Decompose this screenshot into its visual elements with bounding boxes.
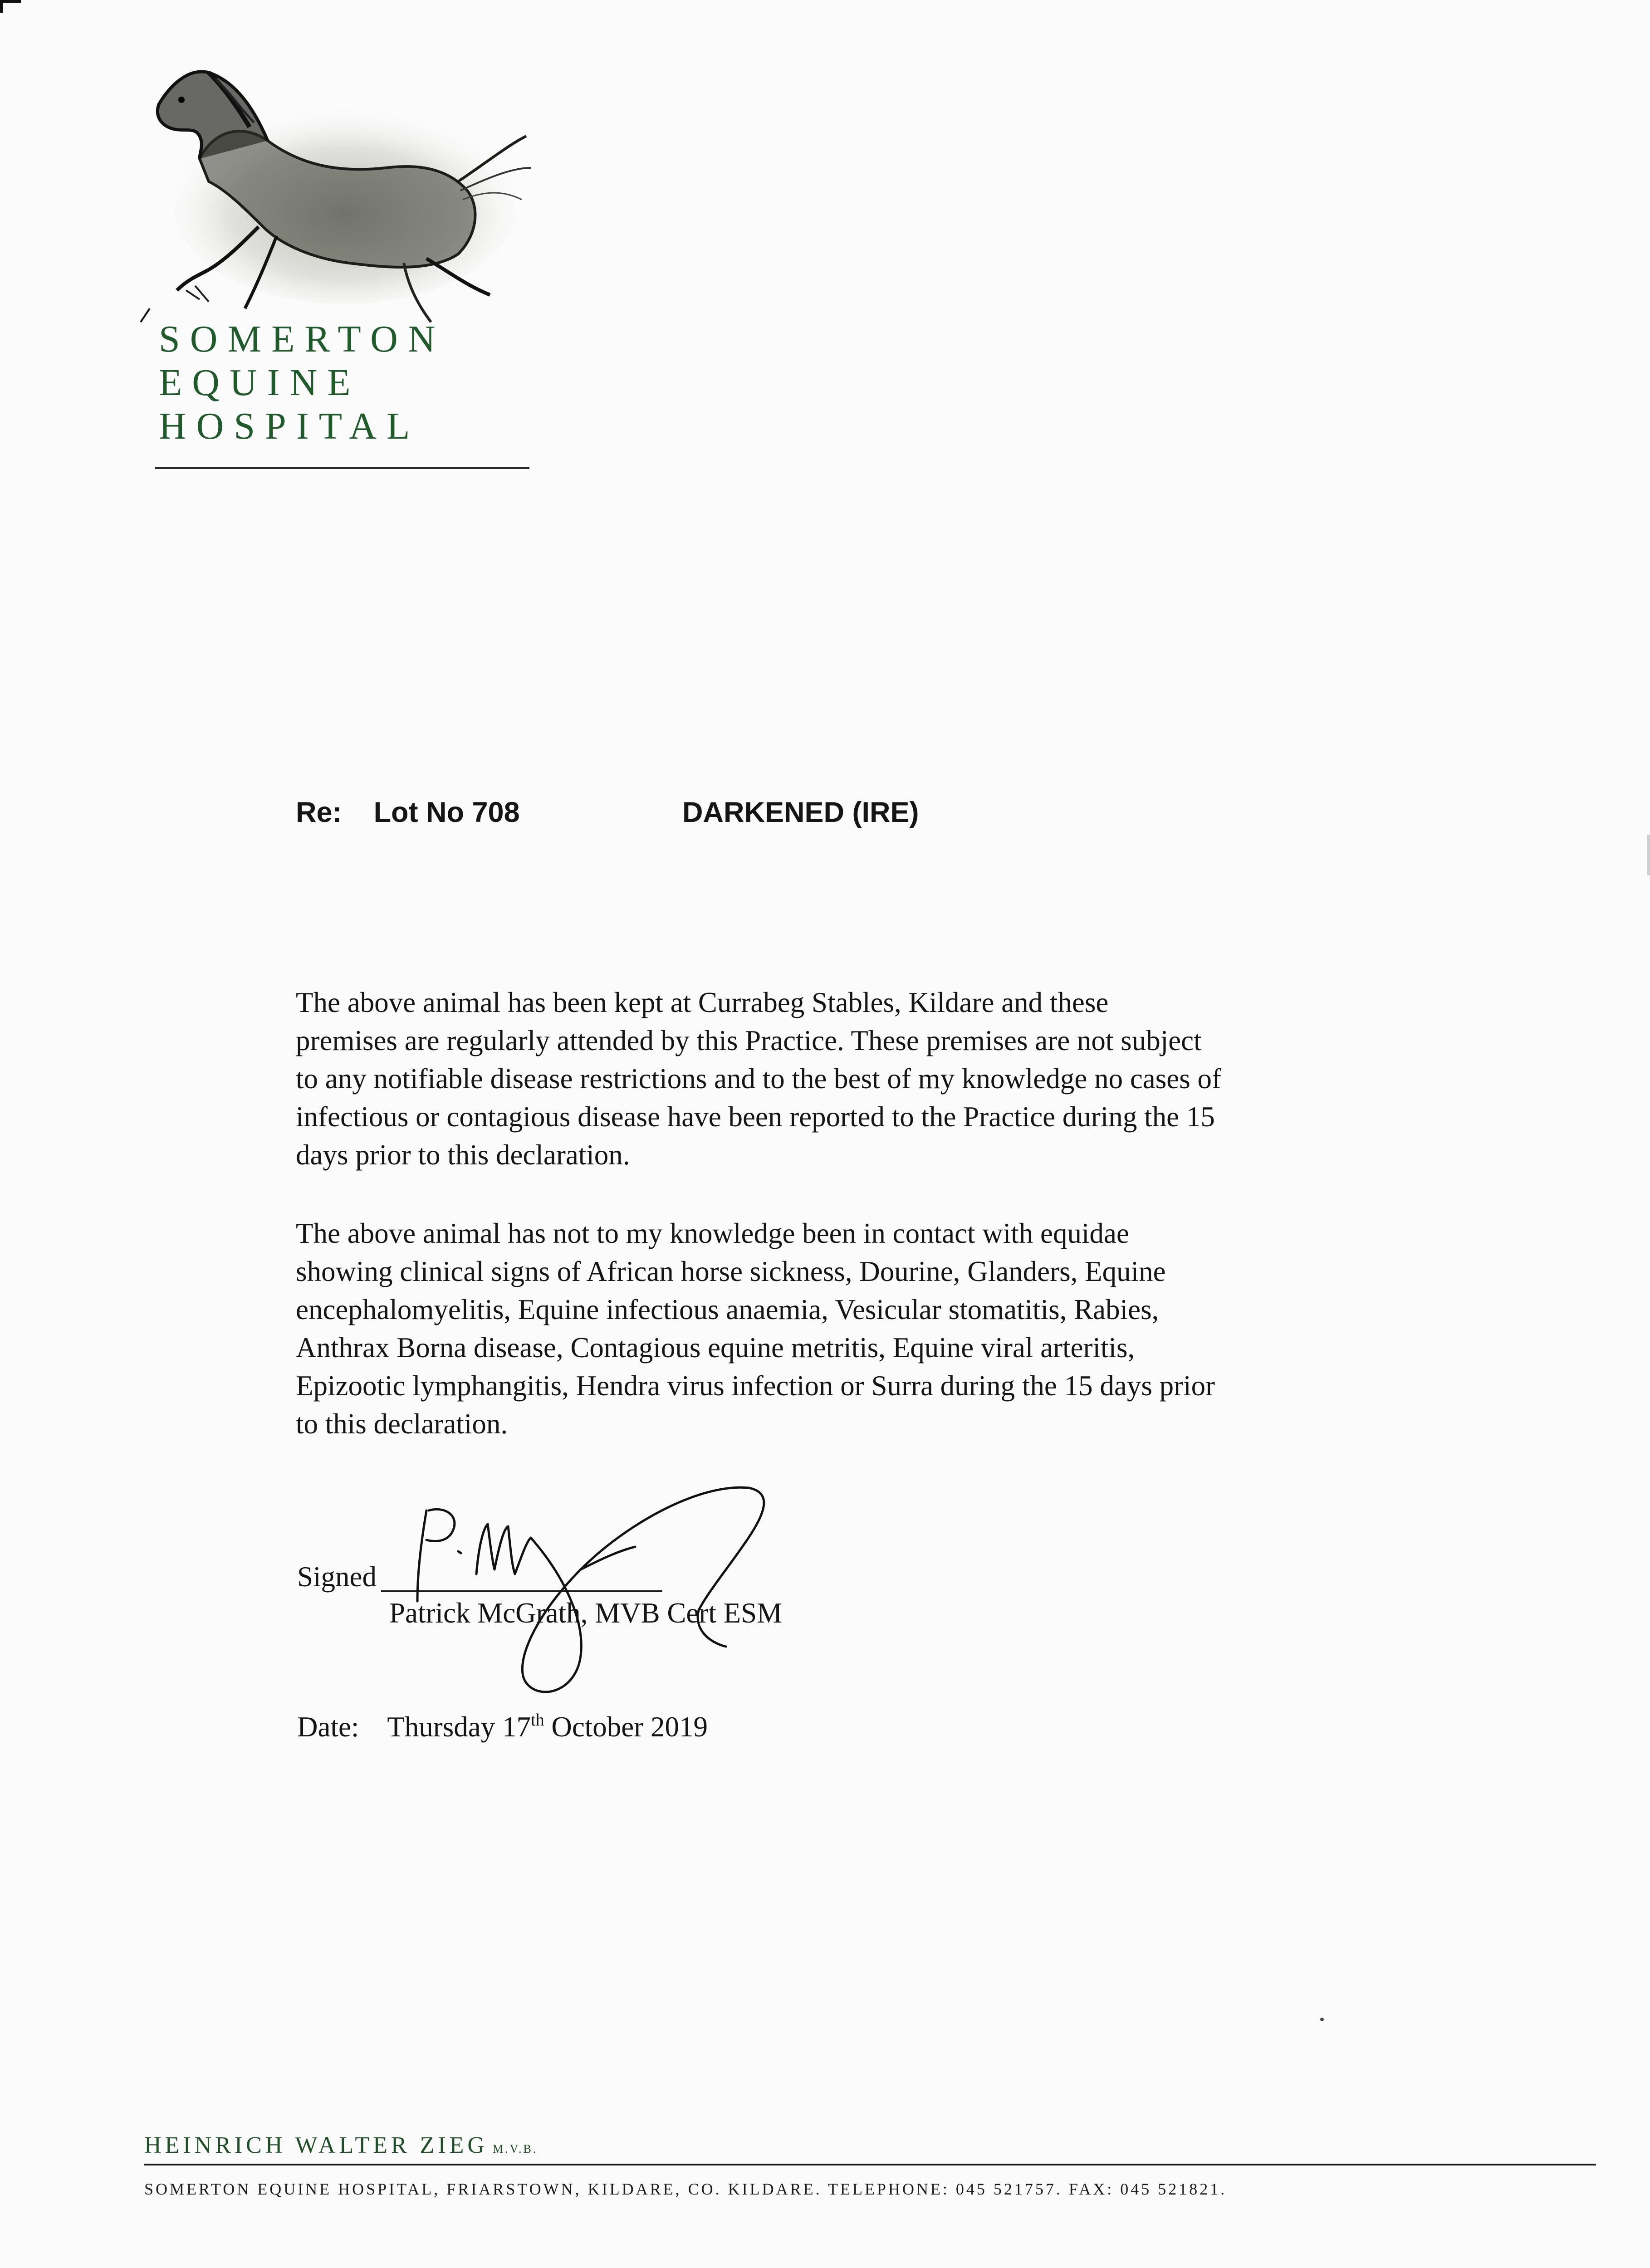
date-day: Thursday 17	[387, 1711, 531, 1743]
paragraph-line: Anthrax Borna disease, Contagious equine metritis, Equine viral arteritis,	[296, 1332, 1135, 1364]
hospital-name-line-2: EQUINE	[159, 362, 361, 404]
date-label: Date:	[297, 1711, 359, 1743]
paragraph-line: to this declaration.	[296, 1408, 508, 1440]
footer-vet-name	[144, 2132, 538, 2159]
paragraph-line: days prior to this declaration.	[296, 1139, 630, 1171]
paragraph-line: showing clinical signs of African horse sickness, Dourine, Glanders, Equine	[296, 1256, 1166, 1287]
hospital-name-line-3: HOSPITAL	[159, 405, 420, 447]
footer-address: SOMERTON EQUINE HOSPITAL, FRIARSTOWN, KILDARE, CO. KILDARE. TELEPHONE: 045 521757. FAX: 045 521821.	[144, 2180, 1227, 2198]
handwritten-signature	[390, 1420, 826, 1710]
horse-logo-icon	[132, 54, 540, 336]
footer-divider	[144, 2164, 1596, 2165]
horse-name: DARKENED (IRE)	[682, 797, 919, 828]
paragraph-line: encephalomyelitis, Equine infectious anaemia, Vesicular stomatitis, Rabies,	[296, 1294, 1159, 1325]
footer-qualifications: M.V.B.	[492, 2142, 538, 2156]
hospital-name-line-1: SOMERTON	[159, 318, 446, 360]
scan-edge-mark	[1647, 835, 1650, 875]
scan-corner-mark	[0, 0, 21, 13]
paragraph-line: The above animal has been kept at Currabeg Stables, Kildare and these	[296, 987, 1109, 1018]
declaration-paragraph-1	[296, 983, 1221, 1174]
declaration-paragraph-2	[296, 1214, 1215, 1443]
paragraph-line: to any notifiable disease restrictions and to the best of my knowledge no cases of	[296, 1063, 1221, 1095]
reference-label: Re:	[296, 797, 342, 828]
paragraph-line: The above animal has not to my knowledge been in contact with equidae	[296, 1217, 1129, 1249]
declaration-date	[297, 1710, 708, 1744]
letterhead-divider	[155, 467, 529, 469]
lot-number: Lot No 708	[373, 797, 520, 828]
paragraph-line: Epizootic lymphangitis, Hendra virus infection or Surra during the 15 days prior	[296, 1370, 1215, 1402]
signatory-name: Patrick McGrath, MVB Cert ESM	[389, 1597, 783, 1629]
reference-line	[296, 796, 520, 829]
signed-label: Signed	[297, 1561, 377, 1593]
date-ordinal-suffix: th	[531, 1711, 544, 1730]
hospital-name	[159, 318, 445, 448]
date-month-year: October 2019	[544, 1711, 708, 1743]
scan-speck	[1320, 2018, 1324, 2021]
paragraph-line: infectious or contagious disease have been reported to the Practice during the 15	[296, 1101, 1215, 1133]
footer-name-text: HEINRICH WALTER ZIEG	[144, 2132, 488, 2158]
paragraph-line: premises are regularly attended by this Practice. These premises are not subject	[296, 1025, 1202, 1056]
